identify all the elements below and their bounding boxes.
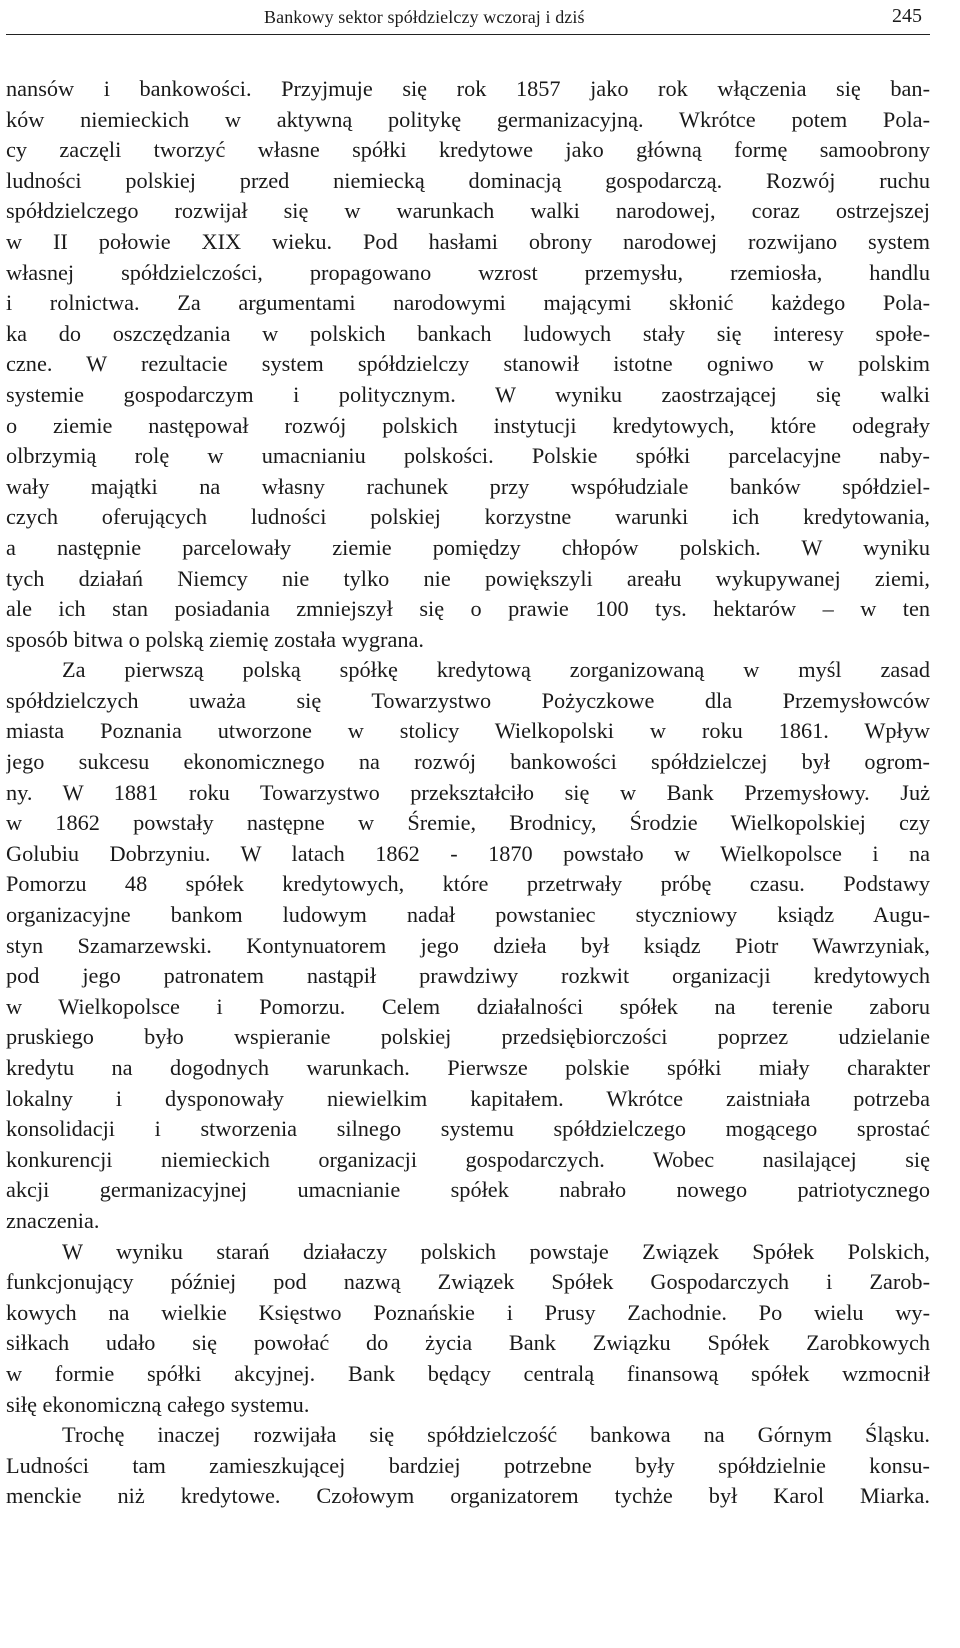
text-line: Ludności tam zamieszkującej bardziej potrzebne były spółdzielnie konsu- [6, 1452, 930, 1478]
text-line: cy zaczęli tworzyć własne spółki kredytowe jako główną formę samoobrony [6, 137, 930, 163]
text-line: styn Szamarzewski. Kontynuatorem jego dzieła był ksiądz Piotr Wawrzyniak, [6, 932, 930, 958]
text-line: akcji germanizacyjnej umacnianie spółek nabrało nowego patriotycznego [6, 1177, 930, 1203]
text-line: ka do oszczędzania w polskich bankach ludowych stały się interesy społe- [6, 320, 930, 346]
text-line: organizacyjne bankom ludowym nadał powstaniec styczniowy ksiądz Augu- [6, 902, 930, 928]
running-title: Bankowy sektor spółdzielczy wczoraj i dziś [264, 7, 585, 27]
text-line: siłkach udało się powołać do życia Bank Związku Spółek Zarobkowych [6, 1330, 930, 1356]
text-line: nansów i bankowości. Przyjmuje się rok 1857 jako rok włączenia się ban- [6, 76, 930, 101]
text-line: w Wielkopolsce i Pomorzu. Celem działalności spółek na terenie zaboru [6, 993, 930, 1019]
text-line: o ziemie następował rozwój polskich instytucji kredytowych, które odegrały [6, 412, 930, 438]
text-line: jego sukcesu ekonomicznego na rozwój bankowości spółdzielczej był ogrom- [6, 749, 930, 775]
text-line: Pomorzu 48 spółek kredytowych, które przetrwały próbę czasu. Podstawy [6, 871, 930, 897]
text-line: miasta Poznania utworzone w stolicy Wielkopolski w roku 1861. Wpływ [6, 718, 930, 744]
text-line: ludności polskiej przed niemiecką dominacją gospodarczą. Rozwój ruchu [6, 167, 930, 193]
text-line: konkurencji niemieckich organizacji gospodarczych. Wobec nasilającej się [6, 1146, 930, 1172]
text-line: W wyniku starań działaczy polskich powstaje Związek Spółek Polskich, [62, 1238, 930, 1264]
text-line: siłę ekonomiczną całego systemu. [6, 1391, 310, 1417]
text-line: pod jego patronatem nastąpił prawdziwy rozkwit organizacji kredytowych [6, 963, 930, 989]
text-line: lokalny i dysponowały niewielkim kapitałem. Wkrótce zaistniała potrzeba [6, 1085, 930, 1111]
text-line: olbrzymią rolę w umacnianiu polskości. Polskie spółki parcelacyjne naby- [6, 443, 930, 469]
text-line: a następnie parcelowały ziemie pomiędzy chłopów polskich. W wyniku [6, 534, 930, 560]
text-line: wały majątki na własny rachunek przy współudziale banków spółdziel- [6, 473, 930, 499]
text-line: w 1862 powstały następne w Śremie, Brodnicy, Środzie Wielkopolskiej czy [6, 810, 930, 836]
body-text [6, 74, 930, 1512]
text-line: spółdzielczego rozwijał się w warunkach walki narodowej, coraz ostrzejszej [6, 198, 930, 224]
text-line: menckie niż kredytowe. Czołowym organizatorem tychże był Karol Miarka. [6, 1483, 930, 1509]
text-line: w formie spółki akcyjnej. Bank będący centralą finansową spółek wzmocnił [6, 1360, 930, 1386]
text-line: ny. W 1881 roku Towarzystwo przekształciło się w Bank Przemysłowy. Już [6, 779, 930, 805]
text-line: Golubiu Dobrzyniu. W latach 1862 - 1870 powstało w Wielkopolsce i na [6, 840, 930, 866]
text-line: znaczenia. [6, 1207, 100, 1233]
running-header [6, 6, 930, 35]
text-line: ków niemieckich w aktywną politykę germanizacyjną. Wkrótce potem Pola- [6, 106, 930, 132]
text-line: w II połowie XIX wieku. Pod hasłami obrony narodowej rozwijano system [6, 228, 930, 254]
text-line: i rolnictwa. Za argumentami narodowymi mającymi skłonić każdego Pola- [6, 290, 930, 316]
text-line: kredytu na dogodnych warunkach. Pierwsze polskie spółki miały charakter [6, 1055, 930, 1080]
text-line: spółdzielczych uważa się Towarzystwo Pożyczkowe dla Przemysłowców [6, 687, 930, 713]
text-line: czych oferujących ludności polskiej korzystne warunki ich kredytowania, [6, 504, 930, 530]
text-line: pruskiego było wspieranie polskiej przedsiębiorczości poprzez udzielanie [6, 1024, 930, 1050]
text-line: sposób bitwa o polską ziemię została wygrana. [6, 626, 424, 652]
text-line: tych działań Niemcy nie tylko nie powiększyli areału wykupywanej ziemi, [6, 565, 930, 591]
text-line: ale ich stan posiadania zmniejszył się o prawie 100 tys. hektarów – w ten [6, 596, 930, 622]
text-line: systemie gospodarczym i politycznym. W wyniku zaostrzającej się walki [6, 381, 930, 407]
text-line: kowych na wielkie Księstwo Poznańskie i Prusy Zachodnie. Po wielu wy- [6, 1299, 930, 1325]
text-line: funkcjonujący później pod nazwą Związek Spółek Gospodarczych i Zarob- [6, 1269, 930, 1295]
text-line: własnej spółdzielczości, propagowano wzrost przemysłu, rzemiosła, handlu [6, 259, 930, 285]
text-line: Za pierwszą polską spółkę kredytową zorganizowaną w myśl zasad [62, 657, 930, 683]
page-number: 245 [892, 5, 922, 27]
text-line: Trochę inaczej rozwijała się spółdzielczość bankowa na Górnym Śląsku. [62, 1422, 930, 1448]
text-line: konsolidacji i stworzenia silnego systemu spółdzielczego mogącego sprostać [6, 1116, 930, 1142]
text-line: czne. W rezultacie system spółdzielczy stanowił istotne ogniwo w polskim [6, 351, 930, 377]
